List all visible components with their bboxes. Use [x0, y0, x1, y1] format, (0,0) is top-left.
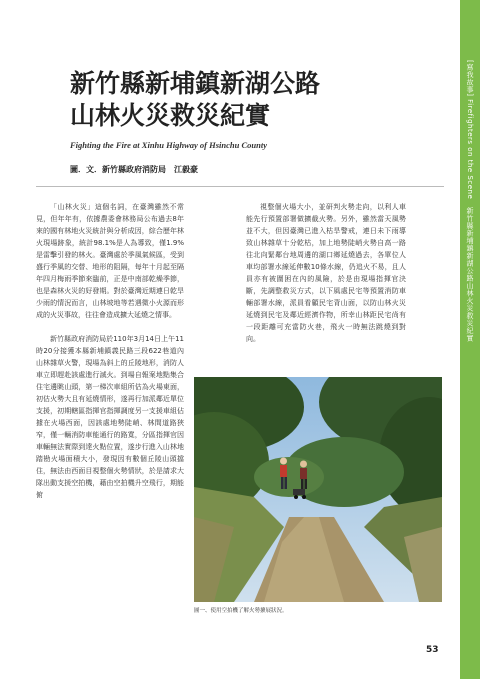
sidebar-running-title: [寫我故事] Firefighters on the Scene 新竹縣新埔鎮新湖公路山林火災救災紀實 — [466, 60, 474, 342]
title-line-2: 山林火災救災紀實 — [70, 101, 271, 130]
paragraph: 「山林火災」這個名詞，在臺灣雖然不常見，但年年有，依據農委會林務局公布過去8年來的國有林地火災統計與分析成因，綜合歷年林火現場跡象，統計98.1%是人為導致，僅1.9%是雷擊引發的林火。臺灣處於季風氣候區，受到盛行季風的交替、地形的阻隔，每年十月起至隔年四月梅雨季節來臨前，正是中南部乾燥季節，也是森林火災的好發期。對於臺灣近期連日乾旱少雨的情況而言，山林坡地等若遇微小火源而形成的火災事故，往往會造成擴大延燒之情事。 — [36, 203, 184, 319]
page-number: 53 — [426, 645, 439, 655]
title-line-1: 新竹縣新埔鎮新湖公路 — [70, 69, 321, 98]
byline: 圖．文．新竹縣政府消防局 江毅豪 — [70, 165, 198, 174]
divider — [36, 186, 444, 187]
article-title — [70, 68, 400, 132]
fire-scene-photo — [194, 377, 442, 602]
photo-illustration — [194, 377, 442, 602]
sidebar-band — [460, 0, 480, 679]
english-subtitle: Fighting the Fire at Xinhu Highway of Hsinchu County — [70, 140, 267, 150]
right-column — [246, 201, 406, 357]
photo-caption: 圖一、使用空拍機了解火勢擴展狀況。 — [194, 608, 288, 614]
paragraph: 視整個火場大小，並研判火勢走向，以利人車能先行預置部署做擴截火勢。另外，雖然當天風勢並不大，但因臺灣已進入枯旱警戒，連日未下雨導致山林雜草十分乾枯，加上地勢陡峭火勢自高一路往北向緊鄰台地周邊的湖口鄉延燒過去，各單位人車均部署水線延伸數10條水線，仍追火不易，且人員亦有被圍困在內的風險，於是由現場指揮官決斷，先調整救災方式，以下風處民宅等預置消防車輛部署水線，派員看顧民宅背山面，以防山林火災延燒到民宅及鄰近經濟作物，所幸山林距民宅尚有一段距離可充當防火巷，飛火一時無法跳燒到對向。 — [246, 203, 406, 343]
paragraph: 新竹縣政府消防局於110年3月14日上午11時20分接獲本縣新埔鎮義民路三段622巷道內山林雜草火警，現場為斜上的丘陵地形，消防人車立即趕赴該處進行滅火。到場自報案地點集合住宅邊眺山頭，第一梯次車組所估為火場東面，初估火勢大且有延燒情形，遂再行加派鄰近單位支援，初期轄區指揮官指揮調度另一支援車組佔據在火場西面，因該處地勢陡峭、林間道路狹窄，僅一輛消防車能通行的路寬，分區指揮官因車輛無法實際到達火點位置，遂步行進入山林地踏勘火場面積大小，發現因有數個丘陵山頭擋住，無法由西面目視整個火勢情狀，於是請求大隊出動支援空拍機，藉由空拍機升空飛行，期能俯 — [36, 335, 184, 499]
left-column — [36, 201, 184, 513]
